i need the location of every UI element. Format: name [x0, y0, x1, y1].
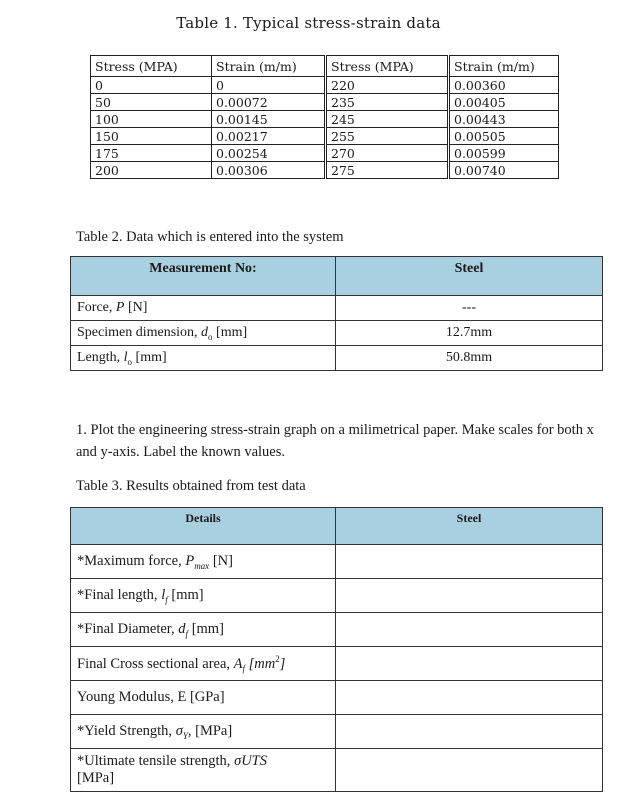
table-row: [71, 647, 603, 681]
empty-value-cell: [336, 579, 603, 613]
column-header: Measurement No:: [71, 257, 336, 296]
value-cell: ---: [336, 296, 603, 321]
table-cell: 175: [91, 145, 212, 162]
table-cell: 0.00145: [212, 111, 326, 128]
table-cell: 0.00217: [212, 128, 326, 145]
table-row: [91, 145, 559, 162]
table-row: [91, 77, 559, 94]
question-1-text: 1. Plot the engineering stress-strain graph on a milimetrical paper. Make scales for both x and y-axis. Label the known values.: [76, 422, 594, 460]
table-cell: 0.00405: [449, 94, 559, 111]
table-row: [71, 749, 603, 792]
column-header: Details: [71, 508, 336, 545]
table-cell: 0.00599: [449, 145, 559, 162]
results-table: [70, 507, 603, 792]
table-cell: 220: [326, 77, 449, 94]
table-cell: 235: [326, 94, 449, 111]
table-row: [71, 613, 603, 647]
table-cell: 50: [91, 94, 212, 111]
table-cell: 0.00740: [449, 162, 559, 179]
column-header: Steel: [336, 257, 603, 296]
row-label: *Final Diameter, $d_f$ [mm]: [71, 613, 336, 647]
table-header-row: [71, 508, 603, 545]
row-label: Final Cross sectional area, $A_f$ $[mm^2]$: [71, 647, 336, 681]
row-label: Force, P [N]: [71, 296, 336, 321]
table-header-row: [71, 257, 603, 296]
table-header-row: [91, 56, 559, 77]
table-cell: 0: [212, 77, 326, 94]
empty-value-cell: [336, 647, 603, 681]
table-cell: 0.00443: [449, 111, 559, 128]
table2-title: Table 2. Data which is entered into the system: [76, 229, 344, 245]
table-row: [71, 579, 603, 613]
table-row: [91, 128, 559, 145]
row-label: *Final length, $l_f$ [mm]: [71, 579, 336, 613]
table-cell: 100: [91, 111, 212, 128]
value-cell: 12.7mm: [336, 321, 603, 346]
table-row: [71, 715, 603, 749]
table-cell: 0.00505: [449, 128, 559, 145]
value-cell: 50.8mm: [336, 346, 603, 371]
table-cell: 0: [91, 77, 212, 94]
table-cell: 0.00254: [212, 145, 326, 162]
column-header: Strain (m/m): [449, 56, 559, 77]
table-cell: 150: [91, 128, 212, 145]
table-cell: 255: [326, 128, 449, 145]
row-label: Specimen dimension, $d_o$ [mm]: [71, 321, 336, 346]
table-cell: 0.00360: [449, 77, 559, 94]
table-cell: 0.00072: [212, 94, 326, 111]
table-row: [71, 321, 603, 346]
table-cell: 275: [326, 162, 449, 179]
table-cell: 270: [326, 145, 449, 162]
table-row: [71, 545, 603, 579]
table1-title: Table 1. Typical stress-strain data: [176, 14, 441, 32]
empty-value-cell: [336, 613, 603, 647]
column-header: Stress (MPA): [91, 56, 212, 77]
column-header: Steel: [336, 508, 603, 545]
row-label: *Maximum force, $P_{max}$ [N]: [71, 545, 336, 579]
column-header: Strain (m/m): [212, 56, 326, 77]
empty-value-cell: [336, 681, 603, 715]
row-label: Length, $l_o$ [mm]: [71, 346, 336, 371]
empty-value-cell: [336, 749, 603, 792]
table-cell: 245: [326, 111, 449, 128]
input-data-table: [70, 256, 603, 371]
table-row: [71, 346, 603, 371]
table-row: [91, 94, 559, 111]
table-row: [71, 296, 603, 321]
table-row: [91, 162, 559, 179]
table-row: [71, 681, 603, 715]
column-header: Stress (MPA): [326, 56, 449, 77]
table3-title: Table 3. Results obtained from test data: [76, 478, 306, 494]
empty-value-cell: [336, 545, 603, 579]
stress-strain-table: [90, 55, 559, 179]
table-cell: 200: [91, 162, 212, 179]
row-label: *Ultimate tensile strength, σUTS [MPa]: [71, 749, 336, 792]
empty-value-cell: [336, 715, 603, 749]
row-label: Young Modulus, E [GPa]: [71, 681, 336, 715]
table-cell: 0.00306: [212, 162, 326, 179]
row-label: *Yield Strength, $\sigma_Y$, [MPa]: [71, 715, 336, 749]
table-row: [91, 111, 559, 128]
